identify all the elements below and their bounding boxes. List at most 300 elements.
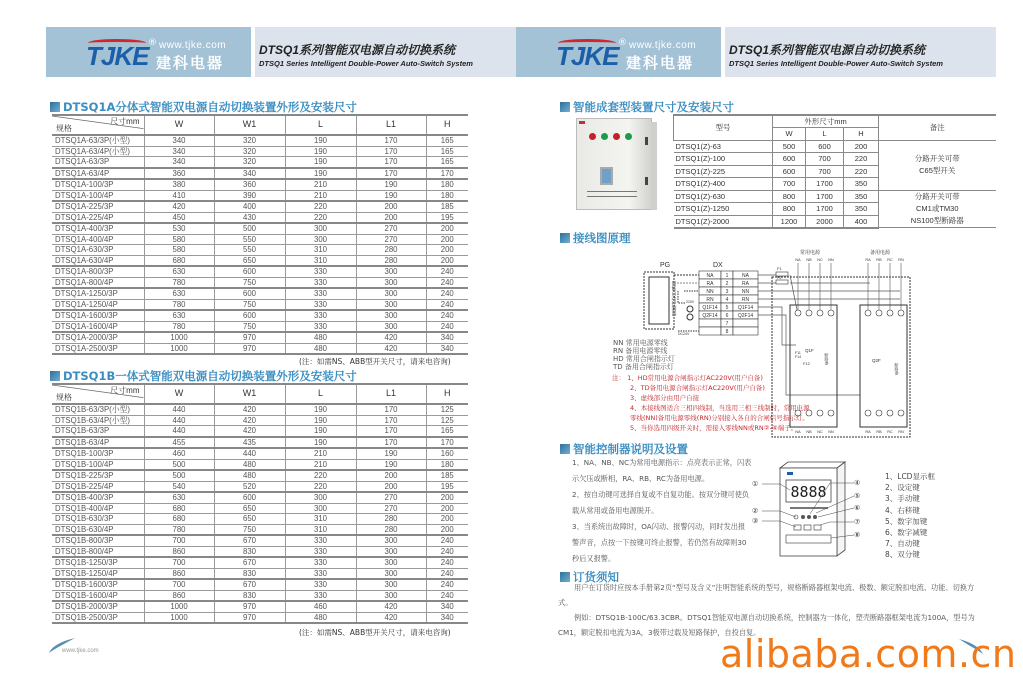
dimension-cell: 600 <box>214 492 285 503</box>
table-row <box>52 234 468 245</box>
terminal-screw-icon <box>795 310 801 316</box>
dimension-cell: 185 <box>426 201 468 212</box>
table-row <box>52 459 468 470</box>
model-cell: DTSQ1(Z)-100 <box>674 153 773 166</box>
table-a-note: (注：如需NS、ABB型开关尺寸，请来电咨询) <box>299 357 451 366</box>
dx-label: DX <box>713 262 723 269</box>
dimension-cell: 1700 <box>806 203 844 216</box>
table-row <box>52 546 468 557</box>
dimension-cell: 350 <box>844 190 879 203</box>
dimension-cell: 750 <box>214 524 285 535</box>
controller-key-item: 4、右移键 <box>885 505 920 515</box>
dimension-cell: 580 <box>144 234 214 245</box>
model-cell: DTSQ1(Z)-1250 <box>674 203 773 216</box>
model-cell: DTSQ1B-63/4P <box>52 437 144 449</box>
dimension-cell: 420 <box>356 332 426 343</box>
table-row <box>52 437 468 449</box>
model-cell: DTSQ1B-225/4P <box>52 481 144 492</box>
model-cell: DTSQ1A-100/4P <box>52 190 144 201</box>
dimension-cell: 700 <box>773 178 806 191</box>
phase-label-bottom: NC <box>817 430 823 434</box>
dimension-cell: 360 <box>144 168 214 180</box>
registered-mark: ® <box>618 38 627 48</box>
dimension-cell: 480 <box>214 459 285 470</box>
dimension-cell: 750 <box>214 277 285 288</box>
dimension-cell: 650 <box>214 514 285 525</box>
dimension-cell: 420 <box>144 201 214 212</box>
model-cell: DTSQ1A-1600/3P <box>52 310 144 321</box>
dimension-cell: 330 <box>285 310 356 321</box>
table-row <box>52 579 468 590</box>
model-cell: DTSQ1A-2000/3P <box>52 332 144 343</box>
dimension-cell: 180 <box>426 190 468 201</box>
table-row <box>52 404 468 415</box>
table-row <box>52 299 468 310</box>
wiring-note: 2、TD备用电源合闸指示灯AC220V(用户自备) <box>630 384 765 392</box>
model-cell: DTSQ1A-63/4P <box>52 168 144 180</box>
header-remark: 备注 <box>879 115 996 140</box>
f12-label: F12 <box>803 361 810 366</box>
legend-item: TD 备用合闸指示灯 <box>613 363 674 371</box>
dimension-cell: 300 <box>356 546 426 557</box>
table-row <box>52 255 468 266</box>
model-cell: DTSQ1B-400/4P <box>52 503 144 514</box>
callout-number: ② <box>752 508 759 515</box>
phase-label-bottom: RN <box>898 430 904 434</box>
section-bullet-icon <box>50 102 60 112</box>
dimension-cell: 480 <box>214 470 285 481</box>
table-row <box>52 524 468 535</box>
header-model: 型号 <box>674 115 773 140</box>
dimension-cell: 700 <box>806 153 844 166</box>
legend-item: RN 备用电源零线 <box>613 347 668 355</box>
dimension-cell: 340 <box>144 146 214 157</box>
phase-label-bottom: RB <box>876 430 882 434</box>
dimension-cell: 350 <box>844 203 879 216</box>
dimension-cell: 300 <box>285 223 356 234</box>
dimension-cell: 750 <box>214 299 285 310</box>
dimension-cell: 450 <box>144 212 214 223</box>
dimension-cell: 520 <box>214 481 285 492</box>
table-row <box>52 470 468 481</box>
terminal-label: RN <box>741 297 750 303</box>
section-title-suite: 智能成套型装置尺寸及安装尺寸 <box>560 99 734 115</box>
phase-label-top: NN <box>828 258 834 262</box>
dimension-cell: 340 <box>144 135 214 146</box>
dimension-cell: 330 <box>285 535 356 546</box>
dimension-cell: 165 <box>426 146 468 157</box>
dimension-cell: 170 <box>356 157 426 168</box>
dimension-cell: 220 <box>844 165 879 178</box>
page-subtitle: DTSQ1 Series Intelligent Double-Power Auto-Switch System <box>729 59 943 68</box>
dimension-cell: 300 <box>356 590 426 601</box>
dimension-cell: 440 <box>144 426 214 437</box>
table-row <box>52 332 468 343</box>
dimension-cell: 270 <box>356 503 426 514</box>
model-cell: DTSQ1B-100/3P <box>52 448 144 459</box>
table-row <box>52 557 468 568</box>
dimension-cell: 170 <box>426 437 468 449</box>
dimension-cell: 240 <box>426 299 468 310</box>
dimension-cell: 280 <box>356 245 426 256</box>
lcd-display: 8888 <box>790 483 827 501</box>
phase-label-bottom: NN <box>828 430 834 434</box>
dimension-cell: 240 <box>426 310 468 321</box>
watermark-logo: alibaba.com.cn <box>720 632 1017 676</box>
table-row <box>52 179 468 190</box>
table-row <box>52 201 468 212</box>
dimension-cell: 220 <box>285 470 356 481</box>
indicator-lamp-red <box>613 133 620 140</box>
dimension-cell: 190 <box>285 135 356 146</box>
table-row <box>52 448 468 459</box>
model-cell: DTSQ1B-1250/3P <box>52 557 144 568</box>
controller-key-item: 8、双分键 <box>885 550 920 560</box>
terminal-label: NN <box>706 289 714 295</box>
phase-label-top: NA <box>795 258 801 262</box>
model-cell: DTSQ1(Z)-63 <box>674 140 773 153</box>
column-header: W1 <box>214 384 285 404</box>
table-row <box>52 168 468 180</box>
dimension-cell: 190 <box>285 426 356 437</box>
dimension-cell: 600 <box>773 165 806 178</box>
dimension-cell: 670 <box>214 535 285 546</box>
table-row <box>52 277 468 288</box>
table-row <box>52 245 468 256</box>
dimension-cell: 440 <box>144 415 214 426</box>
table-row <box>52 190 468 201</box>
dimension-cell: 440 <box>144 404 214 415</box>
table-row <box>674 190 996 203</box>
dimension-cell: 780 <box>144 524 214 535</box>
breaker-2-label: 断路器 <box>894 363 900 375</box>
dimension-cell: 390 <box>214 190 285 201</box>
model-cell: DTSQ1A-800/3P <box>52 266 144 277</box>
dimension-cell: 860 <box>144 546 214 557</box>
dimension-cell: 210 <box>285 448 356 459</box>
dimension-cell: 320 <box>214 157 285 168</box>
brand-url: www.tjke.com <box>629 40 697 51</box>
dimension-cell: 240 <box>426 277 468 288</box>
section-bullet-icon <box>560 102 570 112</box>
model-cell: DTSQ1A-630/3P <box>52 245 144 256</box>
brand-name-cn: 建科电器 <box>156 54 225 72</box>
dimension-cell: 280 <box>356 255 426 266</box>
dimension-cell: 460 <box>144 448 214 459</box>
dimension-cell: 420 <box>356 343 426 354</box>
dimension-cell: 420 <box>356 612 426 623</box>
dimension-cell: 300 <box>285 492 356 503</box>
model-cell: DTSQ1B-63/3P <box>52 426 144 437</box>
table-row <box>52 212 468 223</box>
dimension-cell: 300 <box>356 568 426 579</box>
dimension-cell: 200 <box>356 470 426 481</box>
left-header <box>46 27 526 77</box>
dimension-cell: 600 <box>214 310 285 321</box>
dimension-cell: 860 <box>144 590 214 601</box>
order-para-1: 用户在订货时应按本手册第2页“型号及含义”注明智能系统的型号，规格断路器框架电流、极数、额定脱扣电流、功能、切换方式。 <box>558 583 975 607</box>
controller-key-item: 3、手动键 <box>885 494 920 504</box>
suite-dimension-table <box>673 114 996 229</box>
dimension-cell: 550 <box>214 234 285 245</box>
terminal-label: Q2F14 <box>737 313 754 319</box>
legend-item: HD 常用合闸指示灯 <box>613 355 675 363</box>
dimension-cell: 190 <box>356 459 426 470</box>
dimension-cell: 340 <box>426 601 468 612</box>
dimension-cell: 170 <box>356 146 426 157</box>
dimension-cell: 380 <box>144 179 214 190</box>
wiring-notes <box>612 373 812 433</box>
dimension-cell: 200 <box>426 514 468 525</box>
dimension-cell: 180 <box>426 179 468 190</box>
dimension-cell: 240 <box>426 590 468 601</box>
column-header: L <box>285 384 356 404</box>
section-bullet-icon <box>50 371 60 381</box>
terminal-label: 8 <box>725 329 729 335</box>
dimension-cell: 240 <box>426 579 468 590</box>
dimension-cell: 420 <box>214 415 285 426</box>
brand-banner <box>516 27 721 77</box>
dimension-cell: 310 <box>285 514 356 525</box>
table-b-note: (注：如需NS、ABB型开关尺寸，请来电咨询) <box>299 628 451 637</box>
dimension-cell: 300 <box>356 299 426 310</box>
terminal-label: 6 <box>725 313 729 319</box>
table-row <box>52 590 468 601</box>
wiring-note: 注： 1、HD常用电源合闸指示灯AC220V(用户自备) <box>612 374 763 382</box>
callout-number: ⑤ <box>854 493 861 500</box>
terminal-label: 4 <box>725 297 729 303</box>
dimension-cell: 240 <box>426 288 468 299</box>
brand-logo: TJKE <box>86 41 149 71</box>
terminal-label: NA <box>706 273 714 279</box>
terminal-label: 1 <box>725 273 729 279</box>
dimension-cell: 1700 <box>806 190 844 203</box>
table-corner-header: 尺寸mm 规格 <box>52 115 144 135</box>
table-row <box>674 140 996 153</box>
dimension-cell: 170 <box>356 415 426 426</box>
dimension-cell: 190 <box>285 168 356 180</box>
dimension-cell: 580 <box>144 245 214 256</box>
controller-key-item: 1、LCD显示框 <box>885 472 935 481</box>
dimension-cell: 970 <box>214 612 285 623</box>
dimension-cell: 700 <box>806 165 844 178</box>
model-cell: DTSQ1A-400/3P <box>52 223 144 234</box>
table-row <box>52 568 468 579</box>
section-title-table-a: DTSQ1A分体式智能双电源自动切换装置外形及安装尺寸 <box>50 99 357 115</box>
brand-banner <box>46 27 251 77</box>
dimension-cell: 800 <box>773 203 806 216</box>
dimension-cell: 195 <box>426 481 468 492</box>
table-row <box>52 146 468 157</box>
legend-item: NN 常用电源零线 <box>613 339 668 347</box>
dimension-cell: 300 <box>285 234 356 245</box>
dimension-cell: 190 <box>356 448 426 459</box>
dimension-cell: 1700 <box>806 178 844 191</box>
dimension-cell: 480 <box>285 332 356 343</box>
terminal-label: 5 <box>725 305 729 311</box>
dimension-cell: 500 <box>144 459 214 470</box>
right-header <box>516 27 996 77</box>
model-cell: DTSQ1B-630/4P <box>52 524 144 535</box>
terminal-screw-icon <box>898 410 904 416</box>
model-cell: DTSQ1A-100/3P <box>52 179 144 190</box>
dimension-cell: 600 <box>806 140 844 153</box>
dimension-cell: 200 <box>426 245 468 256</box>
dimension-cell: 700 <box>144 535 214 546</box>
wiring-legend <box>613 339 675 371</box>
dimension-cell: 185 <box>426 470 468 481</box>
dimension-cell: 680 <box>144 255 214 266</box>
dimension-cell: 160 <box>426 448 468 459</box>
dimension-cell: 330 <box>285 321 356 332</box>
dimension-cell: 125 <box>426 404 468 415</box>
model-cell: DTSQ1(Z)-2000 <box>674 215 773 228</box>
dimension-cell: 240 <box>426 546 468 557</box>
dimension-cell: 1000 <box>144 601 214 612</box>
column-header: H <box>426 115 468 135</box>
dimension-cell: 780 <box>144 277 214 288</box>
dimension-cell: 220 <box>844 153 879 166</box>
indicator-lamp-red <box>589 133 596 140</box>
model-cell: DTSQ1B-63/3P(小型) <box>52 404 144 415</box>
dimension-cell: 170 <box>356 135 426 146</box>
dimension-cell: 320 <box>214 135 285 146</box>
dimension-cell: 670 <box>214 557 285 568</box>
model-cell: DTSQ1B-2500/3P <box>52 612 144 623</box>
model-cell: DTSQ1A-1250/4P <box>52 299 144 310</box>
pg-box-label: 智能自动控制器 <box>641 281 677 287</box>
dimension-cell: 540 <box>144 481 214 492</box>
controller-screen <box>600 167 613 185</box>
dimension-cell: 680 <box>144 514 214 525</box>
backup-source-label: 备用电源 <box>870 250 891 256</box>
dimension-cell: 210 <box>285 179 356 190</box>
dimension-cell: 340 <box>426 343 468 354</box>
dimension-cell: 220 <box>285 212 356 223</box>
dimension-cell: 1000 <box>144 332 214 343</box>
table-row <box>52 288 468 299</box>
phase-label-bottom: NB <box>806 430 812 434</box>
table-row <box>52 223 468 234</box>
f11-label: F11 <box>795 351 801 355</box>
terminal-screw-icon <box>828 410 834 416</box>
dtsq1a-dimension-table <box>52 114 468 355</box>
dimension-cell: 700 <box>144 557 214 568</box>
dimension-cell: 460 <box>285 601 356 612</box>
pg-label: PG <box>660 262 671 269</box>
dimension-cell: 200 <box>426 524 468 535</box>
model-cell: DTSQ1B-630/3P <box>52 514 144 525</box>
dimension-cell: 360 <box>214 179 285 190</box>
controller-para-2: 2、按自动键可选择自复或不自复功能。按双分键可使负载从常用或备用电源脱开。 <box>572 490 750 515</box>
dimension-cell: 320 <box>214 146 285 157</box>
dimension-cell: 195 <box>426 212 468 223</box>
dimension-cell: 170 <box>356 426 426 437</box>
dimension-cell: 500 <box>773 140 806 153</box>
dimension-cell: 270 <box>356 234 426 245</box>
dimension-cell: 650 <box>214 255 285 266</box>
phase-label-bottom: RC <box>887 430 893 434</box>
section-bullet-icon <box>560 233 570 243</box>
dimension-cell: 200 <box>426 503 468 514</box>
dimension-cell: 200 <box>356 481 426 492</box>
dimension-cell: 165 <box>426 135 468 146</box>
dimension-cell: 330 <box>285 579 356 590</box>
q2f-label: Q2F <box>872 358 881 363</box>
dimension-cell: 750 <box>214 321 285 332</box>
dimension-cell: 300 <box>356 321 426 332</box>
dimension-cell: 670 <box>214 579 285 590</box>
dimension-cell: 330 <box>285 266 356 277</box>
model-cell: DTSQ1A-225/3P <box>52 201 144 212</box>
order-para-2: 例如：DTSQ1B-100C/63.3CBR。DTSQ1智能双电源自动切换系统，控制器为一体化，塑壳断路器框架电流为100A，型号为CM1，额定脱扣电流为3A，3极带过载及短路保护，自投自复。 <box>558 613 975 637</box>
dimension-cell: 190 <box>285 404 356 415</box>
dimension-cell: 1200 <box>773 215 806 228</box>
callout-number: ④ <box>854 480 861 487</box>
dimension-cell: 300 <box>356 310 426 321</box>
column-header: H <box>844 128 879 141</box>
column-header: L <box>806 128 844 141</box>
dimension-cell: 430 <box>214 212 285 223</box>
voltage-220-label: 220V <box>686 300 695 304</box>
model-cell: DTSQ1B-100/4P <box>52 459 144 470</box>
terminal-screw-icon <box>828 310 834 316</box>
brand-logo: TJKE <box>556 41 619 71</box>
fuse-f2-label: F2 <box>777 275 782 280</box>
dimension-cell: 340 <box>426 612 468 623</box>
phase-label-top: RN <box>898 258 904 262</box>
table-corner-header: 尺寸mm 规格 <box>52 384 144 404</box>
dimension-cell: 970 <box>214 332 285 343</box>
dimension-cell: 530 <box>144 223 214 234</box>
dimension-cell: 600 <box>773 153 806 166</box>
footer-url: www.tjke.com <box>62 648 99 654</box>
table-row <box>52 503 468 514</box>
section-title-table-b: DTSQ1B一体式智能双电源自动切换装置外形及安装尺寸 <box>50 368 357 384</box>
brand-name-cn: 建科电器 <box>626 54 695 72</box>
dimension-cell: 420 <box>356 601 426 612</box>
wiring-note: 3、虚线部分由用户自接 <box>630 394 700 402</box>
indicator-lamp-green <box>625 133 632 140</box>
dimension-cell: 420 <box>214 426 285 437</box>
table-row <box>52 492 468 503</box>
terminal-screw-icon <box>887 410 893 416</box>
dimension-cell: 550 <box>214 245 285 256</box>
dimension-cell: 190 <box>285 157 356 168</box>
dimension-cell: 830 <box>214 590 285 601</box>
terminal-label: Q1F14 <box>737 305 754 311</box>
dimension-cell: 270 <box>356 223 426 234</box>
dimension-cell: 310 <box>285 524 356 535</box>
table-row <box>52 343 468 354</box>
section-title-order: 订货须知 <box>560 569 619 585</box>
dimension-cell: 1000 <box>144 612 214 623</box>
model-cell: DTSQ1(Z)-225 <box>674 165 773 178</box>
dimension-cell: 435 <box>214 437 285 449</box>
terminal-label: 2 <box>725 281 729 287</box>
wiring-note: 4、本接线图适合三相四线制，当选用三相三线制时，常用电源零线(NN)备用电源零线(RN)分别接入各自的合闸信号指示灯。 <box>630 404 810 422</box>
dimension-cell: 780 <box>144 321 214 332</box>
dimension-cell: 480 <box>285 343 356 354</box>
dimension-cell: 330 <box>285 568 356 579</box>
remark-cell: 分路开关可带 CM1或TM30 NS100型断路器 <box>879 190 996 228</box>
dimension-cell: 240 <box>426 568 468 579</box>
dimension-cell: 400 <box>214 201 285 212</box>
controller-key-item: 5、数字加键 <box>885 516 928 526</box>
dimension-cell: 200 <box>844 140 879 153</box>
dimension-cell: 170 <box>356 404 426 415</box>
terminal-label: RN <box>706 297 714 303</box>
